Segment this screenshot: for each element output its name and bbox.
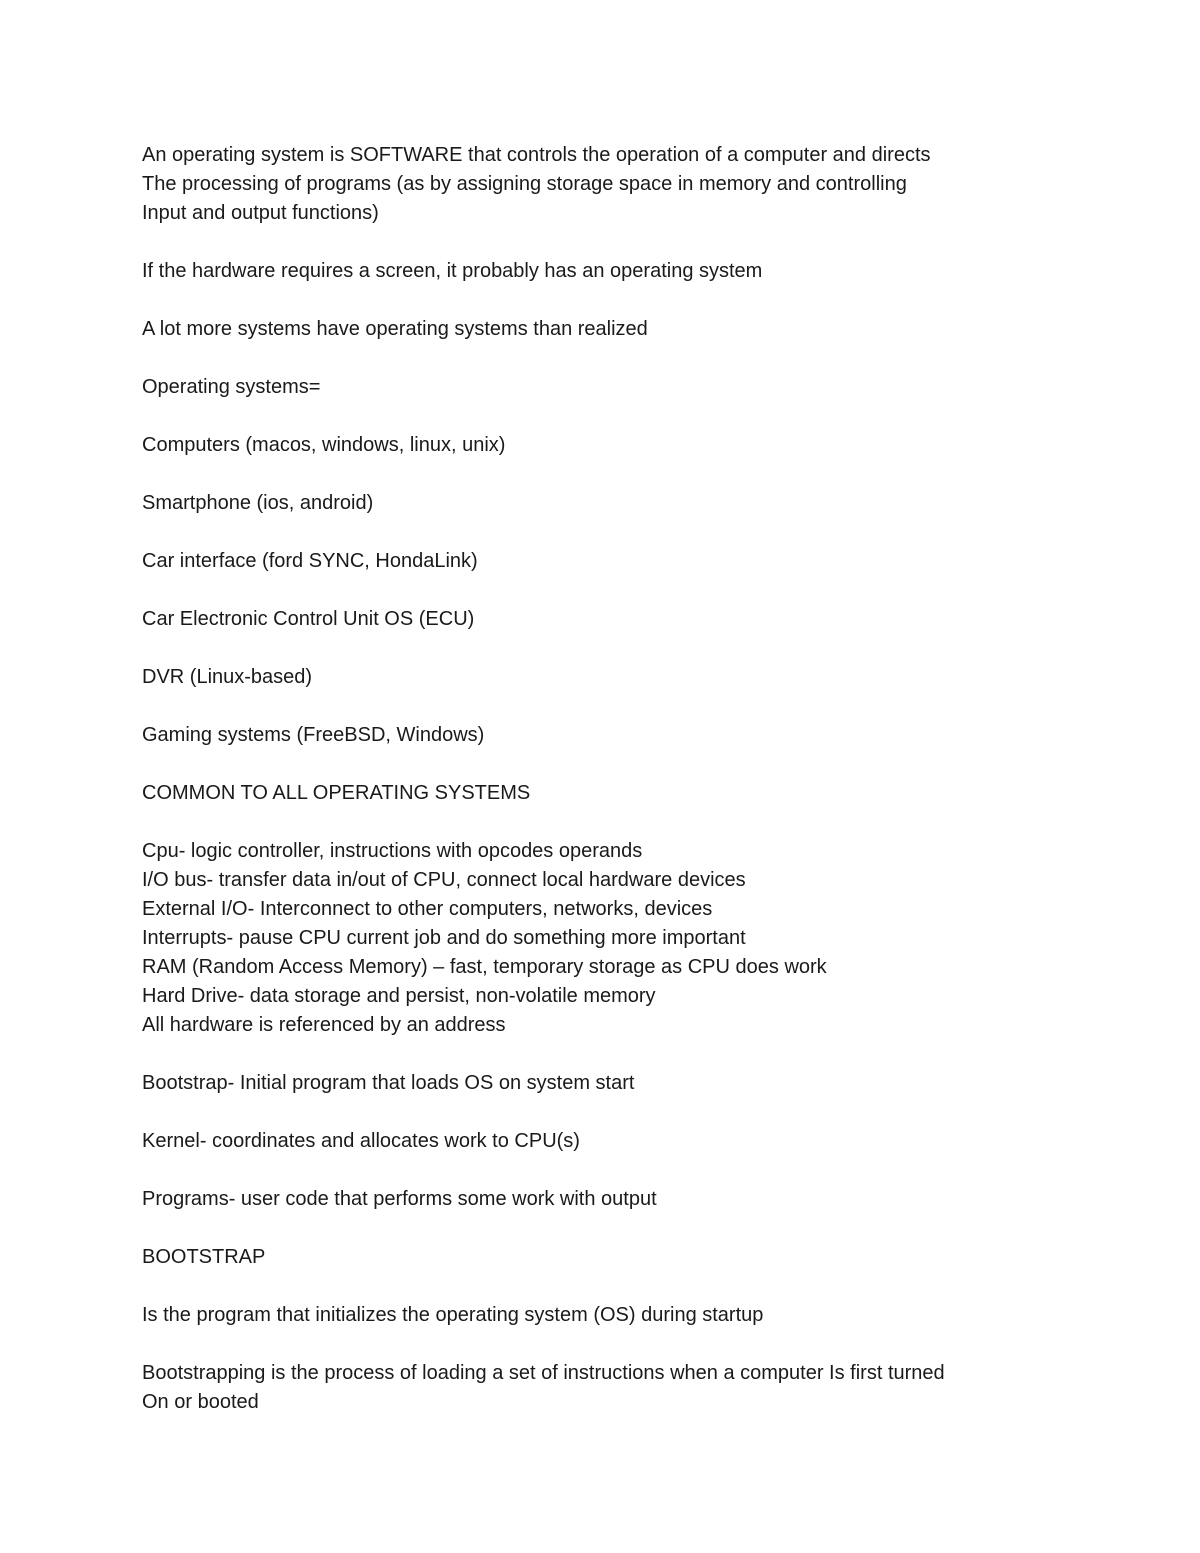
section-heading-bootstrap — [142, 1243, 1042, 1272]
paragraph-kernel-def — [142, 1127, 1042, 1156]
text-line: On or booted — [142, 1391, 259, 1413]
text-line: Computers (macos, windows, linux, unix) — [142, 434, 506, 456]
paragraph-os-definition — [142, 141, 1042, 228]
text-line: Hard Drive- data storage and persist, non-volatile memory — [142, 985, 656, 1007]
text-line: If the hardware requires a screen, it probably has an operating system — [142, 260, 763, 282]
text-line: BOOTSTRAP — [142, 1246, 266, 1268]
text-line: DVR (Linux-based) — [142, 666, 313, 688]
paragraph-computers — [142, 431, 1042, 460]
document-body — [142, 141, 1042, 1446]
text-line: Operating systems= — [142, 376, 321, 398]
text-line: Interrupts- pause CPU current job and do something more important — [142, 927, 746, 949]
text-line: Bootstrap- Initial program that loads OS on system start — [142, 1072, 635, 1094]
paragraph-smartphone — [142, 489, 1042, 518]
paragraph-os-list-heading — [142, 373, 1042, 402]
paragraph-bootstrapping — [142, 1359, 1042, 1417]
text-line: COMMON TO ALL OPERATING SYSTEMS — [142, 782, 531, 804]
paragraph-screen-note — [142, 257, 1042, 286]
text-line: All hardware is referenced by an address — [142, 1014, 506, 1036]
paragraph-more-systems — [142, 315, 1042, 344]
paragraph-hardware-components — [142, 837, 1042, 1040]
text-line: An operating system is SOFTWARE that controls the operation of a computer and directs — [142, 144, 931, 166]
text-line: Bootstrapping is the process of loading a set of instructions when a computer Is first turned — [142, 1362, 945, 1384]
paragraph-bootstrap-def — [142, 1069, 1042, 1098]
text-line: Car Electronic Control Unit OS (ECU) — [142, 608, 475, 630]
text-line: Is the program that initializes the operating system (OS) during startup — [142, 1304, 764, 1326]
text-line: Car interface (ford SYNC, HondaLink) — [142, 550, 478, 572]
text-line: The processing of programs (as by assigning storage space in memory and controlling — [142, 173, 907, 195]
text-line: RAM (Random Access Memory) – fast, temporary storage as CPU does work — [142, 956, 827, 978]
text-line: A lot more systems have operating systems than realized — [142, 318, 648, 340]
paragraph-bootstrap-init — [142, 1301, 1042, 1330]
text-line: Kernel- coordinates and allocates work to CPU(s) — [142, 1130, 580, 1152]
text-line: Smartphone (ios, android) — [142, 492, 374, 514]
text-line: Input and output functions) — [142, 202, 379, 224]
paragraph-gaming — [142, 721, 1042, 750]
text-line: Cpu- logic controller, instructions with opcodes operands — [142, 840, 643, 862]
text-line: Programs- user code that performs some work with output — [142, 1188, 657, 1210]
text-line: Gaming systems (FreeBSD, Windows) — [142, 724, 485, 746]
paragraph-programs-def — [142, 1185, 1042, 1214]
paragraph-car-ecu — [142, 605, 1042, 634]
text-line: I/O bus- transfer data in/out of CPU, connect local hardware devices — [142, 869, 746, 891]
text-line: External I/O- Interconnect to other computers, networks, devices — [142, 898, 713, 920]
paragraph-dvr — [142, 663, 1042, 692]
section-heading-common — [142, 779, 1042, 808]
paragraph-car-interface — [142, 547, 1042, 576]
